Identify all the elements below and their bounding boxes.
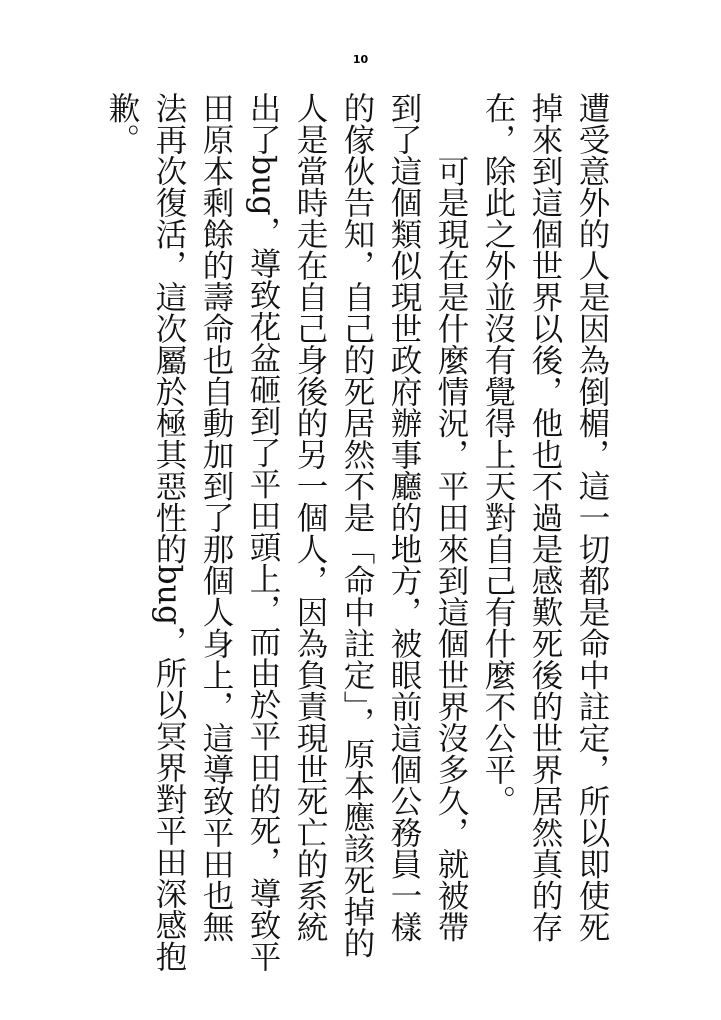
body-text	[104, 92, 615, 972]
page-number: 10	[352, 53, 369, 66]
paragraph-1: 遭受意外的人是因為倒楣，這一切都是命中註定，所以即使死掉來到這個世界以後，他也不過是感歎死後的世界居然真的存在，除此之外並沒有覺得上天對自己有什麼不公平。	[480, 92, 610, 943]
paragraph-2: 可是現在是什麼情況，平田來到這個世界沒多久，就被帶到了這個類似現世政府辦事廳的地方，被眼前這個公務員一樣的傢伙告知，自己的死居然不是「命中註定」，原本應該死掉的人是當時走在自己身後的另一個人，因為負責現世死亡的系統出了bug，導致花盆砸到了平田頭上，而由於平田的死，導致平田原本剩餘的壽命也自動加到了那個人身上，這導致平田也無法再次復活，這次屬於極其惡性的bug，所以冥界對平田深感抱歉。	[104, 92, 469, 972]
